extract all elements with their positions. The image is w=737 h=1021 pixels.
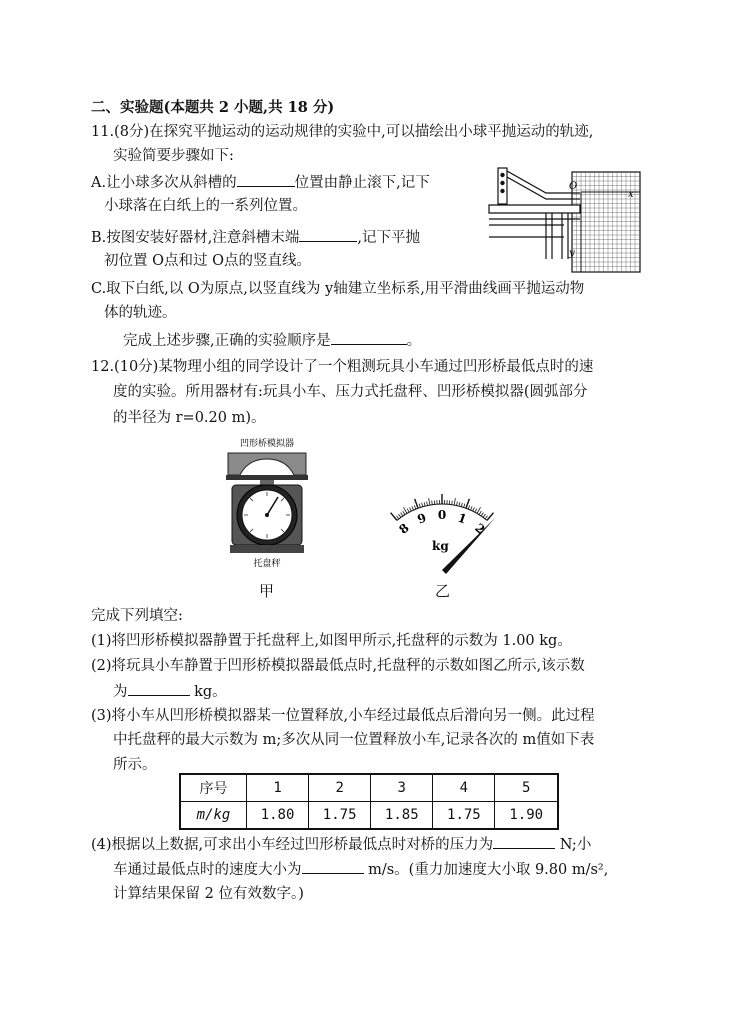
dial-tick xyxy=(457,502,458,506)
table-cell: 序号 xyxy=(180,774,247,802)
dial-figure-yi xyxy=(366,482,516,577)
dial-tick xyxy=(481,513,483,516)
dial-tick xyxy=(477,507,481,513)
part-3-line1: (3)将小车从凹形桥模拟器某一位置释放,小车经过最低点后滑向另一侧。此过程 xyxy=(91,708,595,724)
table-row xyxy=(180,802,558,830)
part-3-line2: 中托盘秤的最大示数为 m;多次从同一位置释放小车,记录各次的 m值如下表 xyxy=(113,732,595,748)
dial-tick xyxy=(427,502,428,506)
step-a-text-b: 位置由静止滚下,记下 xyxy=(294,175,430,191)
bridge-label: 凹形桥模拟器 xyxy=(239,439,295,449)
dial-unit: kg xyxy=(432,539,449,553)
dial-tick xyxy=(452,501,453,505)
q11-step-a-line1 xyxy=(91,172,430,193)
dial-number: 1 xyxy=(455,510,469,527)
q12-line3: 的半径为 r=0.20 m)。 xyxy=(113,410,266,426)
part-2-line2 xyxy=(113,681,227,702)
table-header-row xyxy=(180,774,558,802)
caption-yi: 乙 xyxy=(435,582,451,600)
label-y: y xyxy=(569,248,575,259)
p4-text-a: (4)根据以上数据,可求出小车经过凹形桥最低点时对桥的压力为 xyxy=(91,837,494,853)
dial-tick xyxy=(487,513,493,521)
step-b-text-b: ,记下平抛 xyxy=(357,230,420,246)
scale-label: 托盘秤 xyxy=(253,559,281,569)
part-4-line3: 计算结果保留 2 位有效数字。) xyxy=(113,886,304,902)
table-cell: 1.75 xyxy=(433,802,495,830)
dial-tick xyxy=(485,516,487,519)
scale-figure-jia xyxy=(222,435,312,573)
dial-tick xyxy=(475,509,477,513)
fill-intro: 完成下列填空: xyxy=(91,608,183,624)
q12-line2: 度的实验。所用器材有:玩具小车、压力式托盘秤、凹形桥模拟器(圆弧部分 xyxy=(113,384,588,400)
blank-a xyxy=(237,172,295,187)
dial-tick xyxy=(396,516,398,519)
order-end: 。 xyxy=(406,333,422,349)
q12-line1: 12.(10分)某物理小组的同学设计了一个粗测玩具小车通过凹形桥最低点时的速 xyxy=(91,359,594,375)
q11-line1: 11.(8分)在探究平抛运动的运动规律的实验中,可以描绘出小球平抛运动的轨迹, xyxy=(91,124,594,140)
ramp-and-table xyxy=(489,168,580,259)
dial-needle xyxy=(442,518,495,574)
q11-step-b-line2: 初位置 O点和过 O点的竖直线。 xyxy=(104,253,311,269)
blank-p4-force xyxy=(493,834,555,849)
p2-text-b: kg。 xyxy=(189,684,227,700)
blank-b xyxy=(299,227,357,242)
table-cell: 5 xyxy=(495,774,558,802)
dial-tick xyxy=(407,509,409,513)
grid-board xyxy=(572,172,640,272)
q11-step-c-line1: C.取下白纸,以 O为原点,以竖直线为 y轴建立坐标系,用平滑曲线画平抛运动物 xyxy=(91,281,585,297)
step-a-text-a: A.让小球多次从斜槽的 xyxy=(91,175,237,191)
table-cell: 1.80 xyxy=(247,802,309,830)
dial-tick xyxy=(404,507,408,513)
caption-jia: 甲 xyxy=(259,582,275,600)
table-cell: 3 xyxy=(371,774,433,802)
dial-number: 2 xyxy=(472,520,488,537)
dial-tick xyxy=(454,498,455,505)
dial-tick xyxy=(429,498,430,505)
p4-text-d: m/s。(重力加速度大小取 9.80 m/s², xyxy=(363,862,609,878)
dial-tick xyxy=(432,501,433,505)
blank-order xyxy=(331,330,407,345)
table-cell: 2 xyxy=(309,774,371,802)
dial-tick xyxy=(483,514,485,517)
section-heading: 二、实验题(本题共 2 小题,共 18 分) xyxy=(91,99,335,116)
dial-tick xyxy=(403,511,405,514)
dial-number: 8 xyxy=(396,520,412,537)
q11-step-c-line2: 体的轨迹。 xyxy=(104,305,177,321)
scale-tray xyxy=(226,475,308,480)
table-cell: m/kg xyxy=(180,802,247,830)
dial-tick xyxy=(399,514,401,517)
table-cell: 1 xyxy=(247,774,309,802)
mass-table xyxy=(179,773,559,830)
concave-bridge xyxy=(228,453,306,475)
order-text: 完成上述步骤,正确的实验顺序是 xyxy=(123,333,331,349)
part-2-line1: (2)将玩具小车静置于凹形桥模拟器最低点时,托盘秤的示数如图乙所示,该示数 xyxy=(91,658,585,674)
dial-number: 9 xyxy=(415,510,429,527)
part-4-line2 xyxy=(113,859,608,880)
table-cell: 1.90 xyxy=(495,802,558,830)
apparatus-figure xyxy=(486,163,644,273)
step-b-text-a: B.按图安装好器材,注意斜槽末端 xyxy=(91,230,300,246)
dial-tick xyxy=(391,513,397,521)
q11-step-b-line1 xyxy=(91,227,420,248)
label-x: x xyxy=(628,189,634,200)
dial-numbers xyxy=(396,508,487,537)
table-cell: 1.75 xyxy=(309,802,371,830)
table-cell: 1.85 xyxy=(371,802,433,830)
q11-line2: 实验简要步骤如下: xyxy=(113,148,234,164)
blank-p4-speed xyxy=(302,859,364,874)
p2-text-a: 为 xyxy=(113,684,128,700)
scale-base xyxy=(230,545,304,553)
part-3-line3: 所示。 xyxy=(113,757,157,773)
label-o: O xyxy=(569,181,578,192)
part-1: (1)将凹形桥模拟器静置于托盘秤上,如图甲所示,托盘秤的示数为 1.00 kg。 xyxy=(91,633,572,649)
p4-text-b: N;小 xyxy=(555,837,592,853)
part-4-line1 xyxy=(91,834,591,855)
table-cell: 4 xyxy=(433,774,495,802)
blank-p2 xyxy=(128,681,190,696)
q11-order xyxy=(123,330,421,351)
dial-tick xyxy=(479,511,481,514)
dial-number: 0 xyxy=(437,508,447,522)
p4-text-c: 车通过最低点时的速度大小为 xyxy=(113,862,302,878)
dial-tick xyxy=(401,513,403,516)
q11-step-a-line2: 小球落在白纸上的一系列位置。 xyxy=(104,198,307,214)
